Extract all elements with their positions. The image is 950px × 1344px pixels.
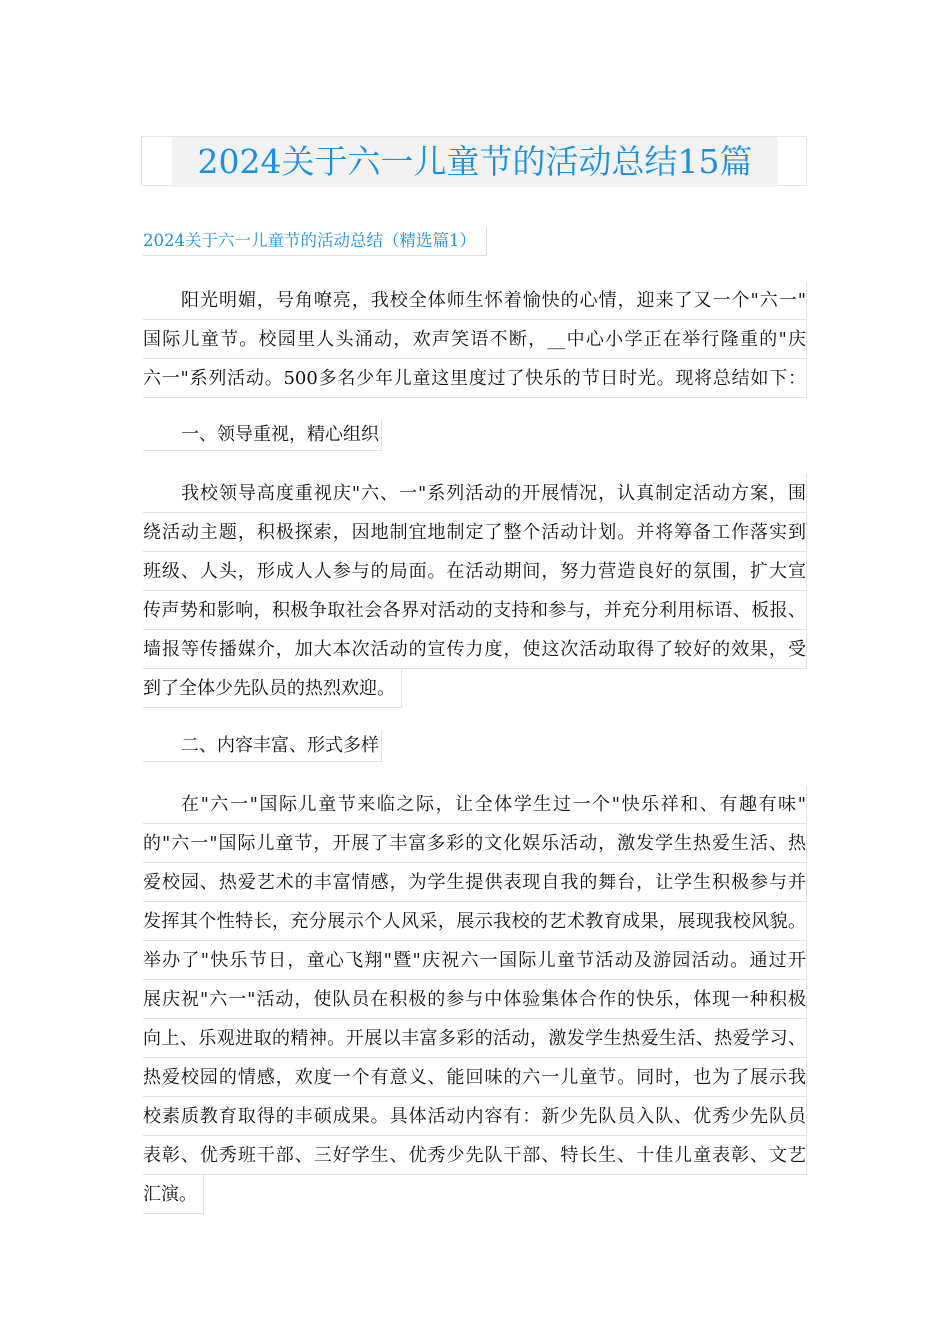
section1-paragraph <box>143 474 807 708</box>
text-line: 我校领导高度重视庆"六、一"系列活动的开展情况，认真制定活动方案，围 <box>143 474 807 513</box>
text-line: 在"六一"国际儿童节来临之际，让全体学生过一个"快乐祥和、有趣有味" <box>143 785 807 824</box>
text-line: 热爱校园的情感，欢度一个有意义、能回味的六一儿童节。同时，也为了展示我 <box>143 1058 807 1097</box>
section2-paragraph <box>143 785 807 1214</box>
text-line: 国际儿童节。校园里人头涌动，欢声笑语不断，__中心小学正在举行隆重的"庆 <box>143 320 807 359</box>
text-line: 阳光明媚，号角嘹亮，我校全体师生怀着愉快的心情，迎来了又一个"六一" <box>143 281 807 320</box>
title-box <box>141 136 807 186</box>
intro-paragraph <box>143 281 807 398</box>
text-line: 爱校园、热爱艺术的丰富情感，为学生提供表现自我的舞台，让学生积极参与并 <box>143 863 807 902</box>
page-title: 2024关于六一儿童节的活动总结15篇 <box>197 142 753 181</box>
text-line: 展庆祝"六一"活动，使队员在积极的参与中体验集体合作的快乐，体现一种积极 <box>143 980 807 1019</box>
heading-content: 二、内容丰富、形式多样 <box>143 730 382 762</box>
text-line: 表彰、优秀班干部、三好学生、优秀少先队干部、特长生、十佳儿童表彰、文艺 <box>143 1136 807 1175</box>
text-line: 的"六一"国际儿童节，开展了丰富多彩的文化娱乐活动，激发学生热爱生活、热 <box>143 824 807 863</box>
text-line: 到了全体少先队员的热烈欢迎。 <box>143 669 402 708</box>
text-line: 传声势和影响，积极争取社会各界对活动的支持和参与，并充分利用标语、板报、 <box>143 591 807 630</box>
text-line: 班级、人头，形成人人参与的局面。在活动期间，努力营造良好的氛围，扩大宣 <box>143 552 807 591</box>
text-line: 绕活动主题，积极探索，因地制宜地制定了整个活动计划。并将筹备工作落实到 <box>143 513 807 552</box>
text-line: 六一"系列活动。500多名少年儿童这里度过了快乐的节日时光。现将总结如下： <box>143 359 807 398</box>
text-line: 举办了"快乐节日，童心飞翔"暨"庆祝六一国际儿童节活动及游园活动。通过开 <box>143 941 807 980</box>
text-line: 墙报等传播媒介，加大本次活动的宣传力度，使这次活动取得了较好的效果，受 <box>143 630 807 669</box>
heading-leadership: 一、领导重视，精心组织 <box>143 419 382 451</box>
text-line: 向上、乐观进取的精神。开展以丰富多彩的活动，激发学生热爱生活、热爱学习、 <box>143 1019 807 1058</box>
text-line: 校素质教育取得的丰硕成果。具体活动内容有：新少先队员入队、优秀少先队员 <box>143 1097 807 1136</box>
section-subtitle: 2024关于六一儿童节的活动总结（精选篇1） <box>143 227 487 256</box>
text-line: 汇演。 <box>143 1175 204 1214</box>
text-line: 发挥其个性特长，充分展示个人风采，展示我校的艺术教育成果，展现我校风貌。 <box>143 902 807 941</box>
